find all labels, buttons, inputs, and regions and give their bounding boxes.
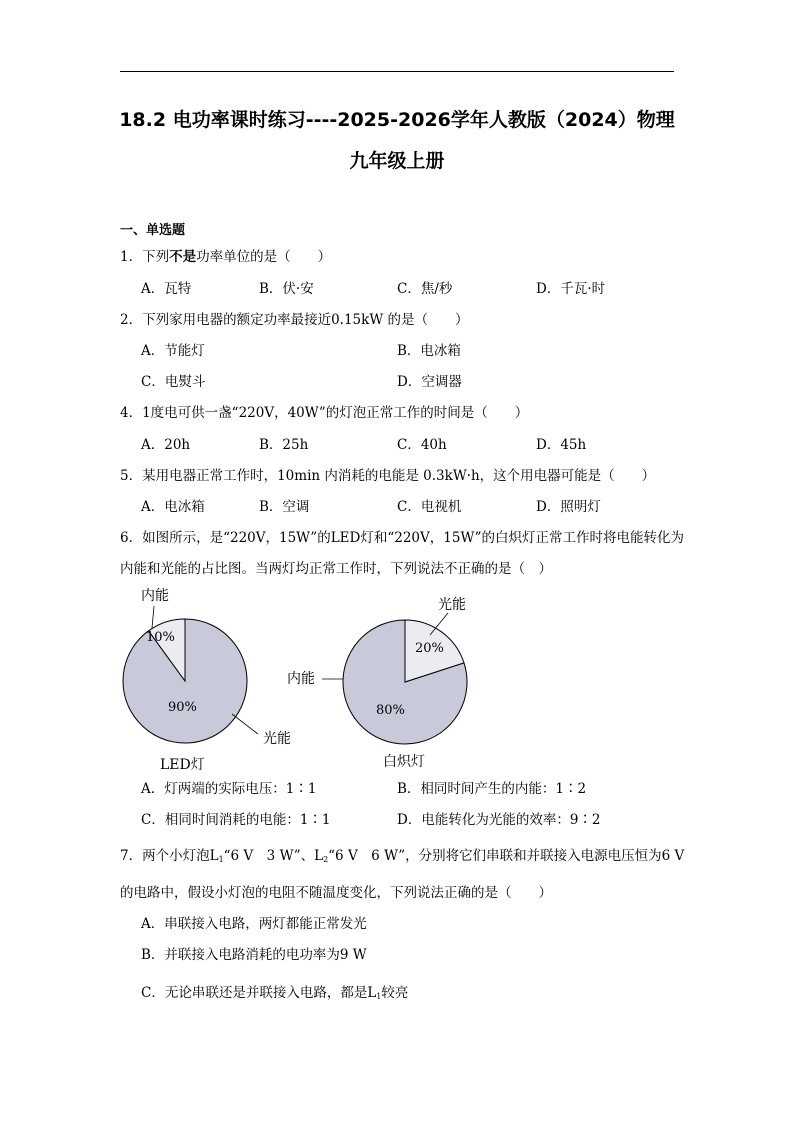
header-rule (120, 71, 674, 72)
q1-option-a: A．瓦特 (141, 281, 192, 297)
q5-option-a: A．电冰箱 (141, 499, 205, 515)
led-heat-label: 内能 (141, 588, 169, 604)
q6-option-c: C．相同时间消耗的电能：1∶1 (141, 812, 331, 828)
led-heat-pct: 10% (146, 630, 175, 645)
section-heading: 一、单选题 (120, 223, 186, 238)
q7-option-a: A．串联接入电路，两灯都能正常发光 (141, 916, 367, 932)
q1-option-b: B．伏·安 (259, 281, 314, 297)
incandescent-caption: 白炽灯 (383, 754, 425, 770)
q5-option-b: B．空调 (259, 499, 310, 515)
question-1: 1．下列不是功率单位的是（ ） (120, 249, 332, 265)
led-light-label: 光能 (263, 731, 291, 747)
incandescent-heat-label: 内能 (287, 671, 315, 687)
q7-option-b: B．并联接入电路消耗的电功率为9 W (141, 947, 367, 963)
question-5: 5．某用电器正常工作时，10min 内消耗的电能是 0.3kW·h，这个用电器可能是（ ） (120, 468, 656, 484)
q2-option-b: B．电冰箱 (397, 343, 461, 359)
q5-option-d: D．照明灯 (536, 499, 601, 515)
q6-option-a: A．灯两端的实际电压：1∶1 (141, 781, 317, 797)
energy-pie-figure (110, 583, 500, 775)
q2-option-d: D．空调器 (397, 374, 462, 390)
page-title-line2: 九年级上册 (349, 150, 445, 172)
q2-option-c: C．电熨斗 (141, 374, 206, 390)
q4-option-b: B．25h (259, 437, 309, 453)
question-6-line1: 6．如图所示，是“220V，15W”的LED灯和“220V，15W”的白炽灯正常工作时将电能转化为 (120, 530, 684, 546)
emphasis-text: 不是 (169, 249, 197, 265)
q5-option-c: C．电视机 (397, 499, 462, 515)
q4-option-a: A．20h (141, 437, 191, 453)
page-title-line1: 18.2 电功率课时练习----2025-2026学年人教版（2024）物理 (119, 109, 675, 131)
led-light-leader (232, 714, 258, 734)
question-6-line2: 内能和光能的占比图。当两灯均正常工作时，下列说法不正确的是（ ） (120, 561, 552, 577)
q6-option-b: B．相同时间产生的内能：1∶2 (397, 781, 587, 797)
q2-option-a: A．节能灯 (141, 343, 205, 359)
q6-option-d: D．电能转化为光能的效率：9∶2 (397, 812, 601, 828)
question-2: 2．下列家用电器的额定功率最接近0.15kW 的是（ ） (120, 312, 469, 328)
question-7-line1: 7．两个小灯泡$L_1“6$ V 3 W”、$L_2“6$ V 6 W”，分别将它们串联和并联接入电源电压恒为6 V (120, 848, 685, 864)
incandescent-pie-chart (287, 596, 467, 770)
q4-option-d: D．45h (536, 437, 587, 453)
led-pie-chart (123, 587, 291, 773)
q7-option-c: C．无论串联还是并联接入电路，都是$L_1$较亮 (141, 985, 409, 1001)
led-light-pct: 90% (168, 700, 197, 715)
question-4: 4．1度电可供一盏“220V，40W”的灯泡正常工作的时间是（ ） (120, 405, 529, 421)
q4-option-c: C．40h (397, 437, 447, 453)
incandescent-light-label: 光能 (438, 597, 466, 613)
incandescent-heat-pct: 80% (376, 703, 405, 718)
q1-option-d: D．千瓦·时 (536, 281, 606, 297)
led-caption: LED灯 (160, 757, 205, 773)
incandescent-light-pct: 20% (415, 641, 444, 656)
question-7-line2: 的电路中，假设小灯泡的电阻不随温度变化，下列说法正确的是（ ） (120, 885, 552, 901)
led-heat-leader (152, 606, 154, 628)
q1-option-c: C．焦/秒 (397, 281, 453, 297)
